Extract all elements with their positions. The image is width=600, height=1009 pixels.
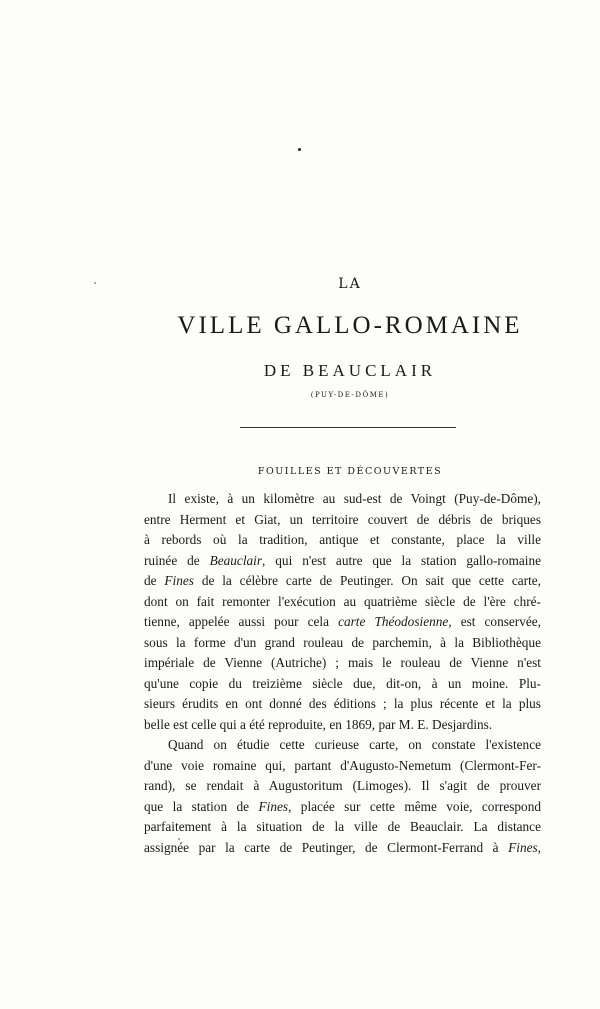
title-divider <box>240 427 456 428</box>
text-line: Il existe, à un kilomètre au sud-est de Voingt (Puy-de-Dôme), <box>168 491 541 506</box>
text-line: sieurs érudits en ont donné des éditions ; la plus récente et la plus <box>144 696 541 711</box>
text-line: impériale de Vienne (Autriche) ; mais le rouleau de Vienne n'est <box>144 655 541 670</box>
text-line: dont on fait remonter l'exécution au quatrième siècle de l'ère chré- <box>144 593 541 609</box>
text-line: assignée par la carte de Peutinger, de Clermont-Ferrand à Fines, <box>144 839 541 855</box>
text-line: rand), se rendait à Augustoritum (Limoges). Il s'agit de prouver <box>144 778 541 793</box>
ink-speck <box>298 148 301 151</box>
italic-term: Beauclair <box>209 552 263 568</box>
text-line: sous la forme d'un grand rouleau de parchemin, à la Bibliothèque <box>144 634 541 650</box>
text-line: d'une voie romaine qui, partant d'Augusto-Nemetum (Clermont-Fer- <box>144 757 541 773</box>
italic-term: carte Théodosienne <box>338 614 449 629</box>
italic-term: Fines <box>164 573 194 588</box>
text-line: qu'une copie du treizième siècle due, dit-on, à un moine. Plu- <box>144 675 541 691</box>
text-line: belle est celle qui a été reproduite, en 1869, par M. E. Desjardins. <box>144 716 493 732</box>
body-text <box>144 489 541 858</box>
text-line: à rebords où la tradition, antique et constante, place la ville <box>144 532 541 547</box>
text-line: parfaitement à la situation de la ville de Beauclair. La distance <box>144 819 541 834</box>
page-title: VILLE GALLO-ROMAINE <box>177 312 523 339</box>
paragraph <box>144 735 541 858</box>
section-heading: FOUILLES ET DÉCOUVERTES <box>257 466 443 477</box>
text-line: entre Herment et Giat, un territoire couvert de débris de briques <box>144 511 541 527</box>
paragraph <box>144 489 541 735</box>
text-line: tienne, appelée aussi pour cela carte Théodosienne, est conservée, <box>144 614 541 629</box>
italic-term: Fines <box>508 839 538 855</box>
text-line: que la station de Fines, placée sur cette même voie, correspond <box>144 798 541 814</box>
text-line: ruinée de Beauclair, qui n'est autre que la station gallo-romaine <box>144 552 541 568</box>
title-article: LA <box>338 276 362 292</box>
text-line: Quand on étudie cette curieuse carte, on constate l'existence <box>168 737 541 752</box>
page-subtitle: DE BEAUCLAIR <box>263 361 437 380</box>
italic-term: Fines <box>258 798 289 814</box>
text-line: de Fines de la célèbre carte de Peutinger. On sait que cette carte, <box>144 573 541 588</box>
title-region: (PUY-DE-DÔME) <box>310 391 390 399</box>
